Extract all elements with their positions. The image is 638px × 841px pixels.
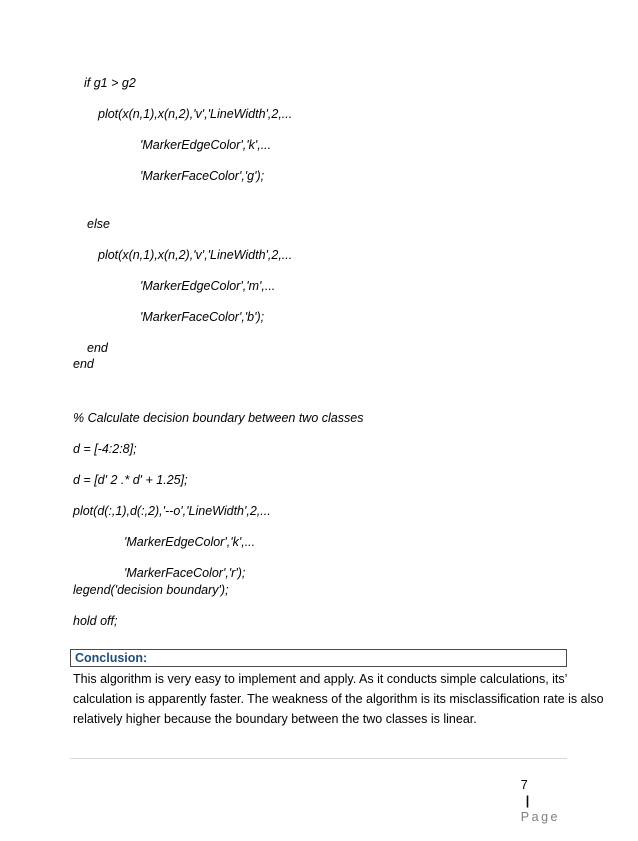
- code-line: 'MarkerEdgeColor','k',...: [140, 138, 272, 152]
- code-line: if g1 > g2: [84, 76, 136, 90]
- code-line: end: [73, 357, 94, 371]
- page-number: 7: [520, 778, 528, 792]
- code-line: 'MarkerFaceColor','b');: [140, 310, 265, 324]
- footer-divider: [70, 758, 567, 759]
- paragraph-line: calculation is apparently faster. The weakness of the algorithm is its misclassification rate is also: [73, 692, 604, 706]
- code-line: hold off;: [73, 614, 118, 628]
- footer-separator: |: [525, 794, 530, 808]
- paragraph-line: This algorithm is very easy to implement and apply. As it conducts simple calculations, its’: [73, 672, 568, 686]
- code-line: plot(x(n,1),x(n,2),'v','LineWidth',2,...: [98, 248, 293, 262]
- page-footer: [507, 761, 560, 841]
- code-line: plot(x(n,1),x(n,2),'v','LineWidth',2,...: [98, 107, 293, 121]
- code-line: 'MarkerEdgeColor','m',...: [140, 279, 276, 293]
- code-line: plot(d(:,1),d(:,2),'--o','LineWidth',2,...: [73, 504, 271, 518]
- code-line: legend('decision boundary');: [73, 583, 229, 597]
- conclusion-heading: Conclusion:: [75, 651, 148, 665]
- code-line: 'MarkerFaceColor','r');: [124, 566, 246, 580]
- code-line: d = [-4:2:8];: [73, 442, 137, 456]
- paragraph-line: relatively higher because the boundary between the two classes is linear.: [73, 712, 477, 726]
- code-line: else: [87, 217, 110, 231]
- code-line: d = [d' 2 .* d' + 1.25];: [73, 473, 188, 487]
- code-comment: % Calculate decision boundary between two classes: [73, 411, 364, 425]
- code-line: 'MarkerFaceColor','g');: [140, 169, 265, 183]
- conclusion-heading-box: [70, 649, 567, 667]
- code-line: 'MarkerEdgeColor','k',...: [124, 535, 256, 549]
- code-line: end: [87, 341, 108, 355]
- page-label: Page: [520, 810, 560, 824]
